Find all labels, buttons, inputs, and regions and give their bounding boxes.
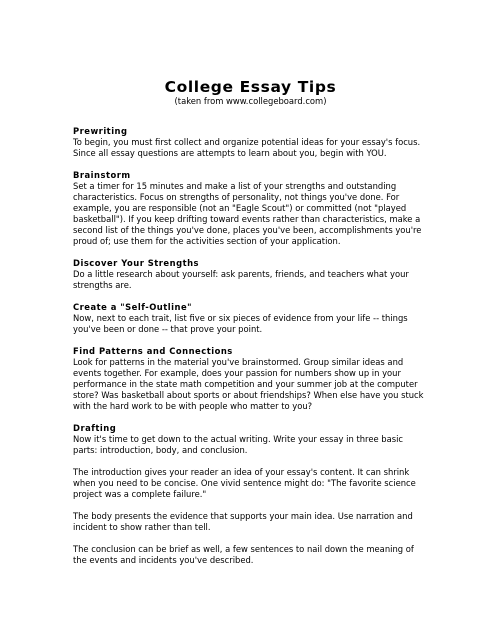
section-heading: Find Patterns and Connections (73, 346, 233, 356)
document-title: College Essay Tips (164, 78, 337, 96)
section-paragraph: To begin, you must first collect and organize potential ideas for your essay's focus. Since all essay questions are attempts to learn about you, begin with YOU. (73, 137, 421, 158)
section-heading: Discover Your Strengths (73, 258, 200, 268)
section-heading: Prewriting (73, 126, 128, 136)
document-subtitle: (taken from www.collegeboard.com) (174, 96, 327, 106)
section-heading: Brainstorm (73, 170, 131, 180)
section-paragraph: Look for patterns in the material you've brainstormed. Group similar ideas and events together. For example, does your passion for numbers show up in your performance in the state math competition and your summer job at the computer store? Was basketball about sports or about friendships? When else have you stuck with the hard work to be with people who matter to you? (73, 357, 424, 411)
section-paragraph: Do a little research about yourself: ask parents, friends, and teachers what your strengths are. (73, 269, 409, 290)
section-prewriting (73, 126, 428, 159)
section-drafting (73, 423, 428, 566)
section-paragraph: The body presents the evidence that supports your main idea. Use narration and incident to show rather than tell. (73, 511, 413, 532)
document-page (73, 78, 428, 577)
section-heading: Create a "Self-Outline" (73, 302, 193, 312)
section-paragraph: Now it's time to get down to the actual writing. Write your essay in three basic parts: introduction, body, and conclusion. (73, 434, 404, 455)
section-heading: Drafting (73, 423, 117, 433)
section-brainstorm (73, 170, 428, 247)
section-paragraph: The introduction gives your reader an idea of your essay's content. It can shrink when you need to be concise. One vivid sentence might do: "The favorite science project was a complete failure." (73, 467, 416, 499)
section-discover-strengths (73, 258, 428, 291)
section-paragraph: The conclusion can be brief as well, a few sentences to nail down the meaning of the events and incidents you've described. (73, 544, 414, 565)
section-self-outline (73, 302, 428, 335)
section-patterns-connections (73, 346, 428, 412)
section-paragraph: Set a timer for 15 minutes and make a list of your strengths and outstanding characteristics. Focus on strengths of personality, not things you've done. For example, you are responsible (not an "Eagle Scout") or committed (not "played basketball"). If you keep drifting toward events rather than characteristics, make a second list of the things you've done, places you've been, accomplishments you're proud of; use them for the activities section of your application. (73, 181, 422, 246)
section-paragraph: Now, next to each trait, list five or six pieces of evidence from your life -- things you've been or done -- that prove your point. (73, 313, 408, 334)
